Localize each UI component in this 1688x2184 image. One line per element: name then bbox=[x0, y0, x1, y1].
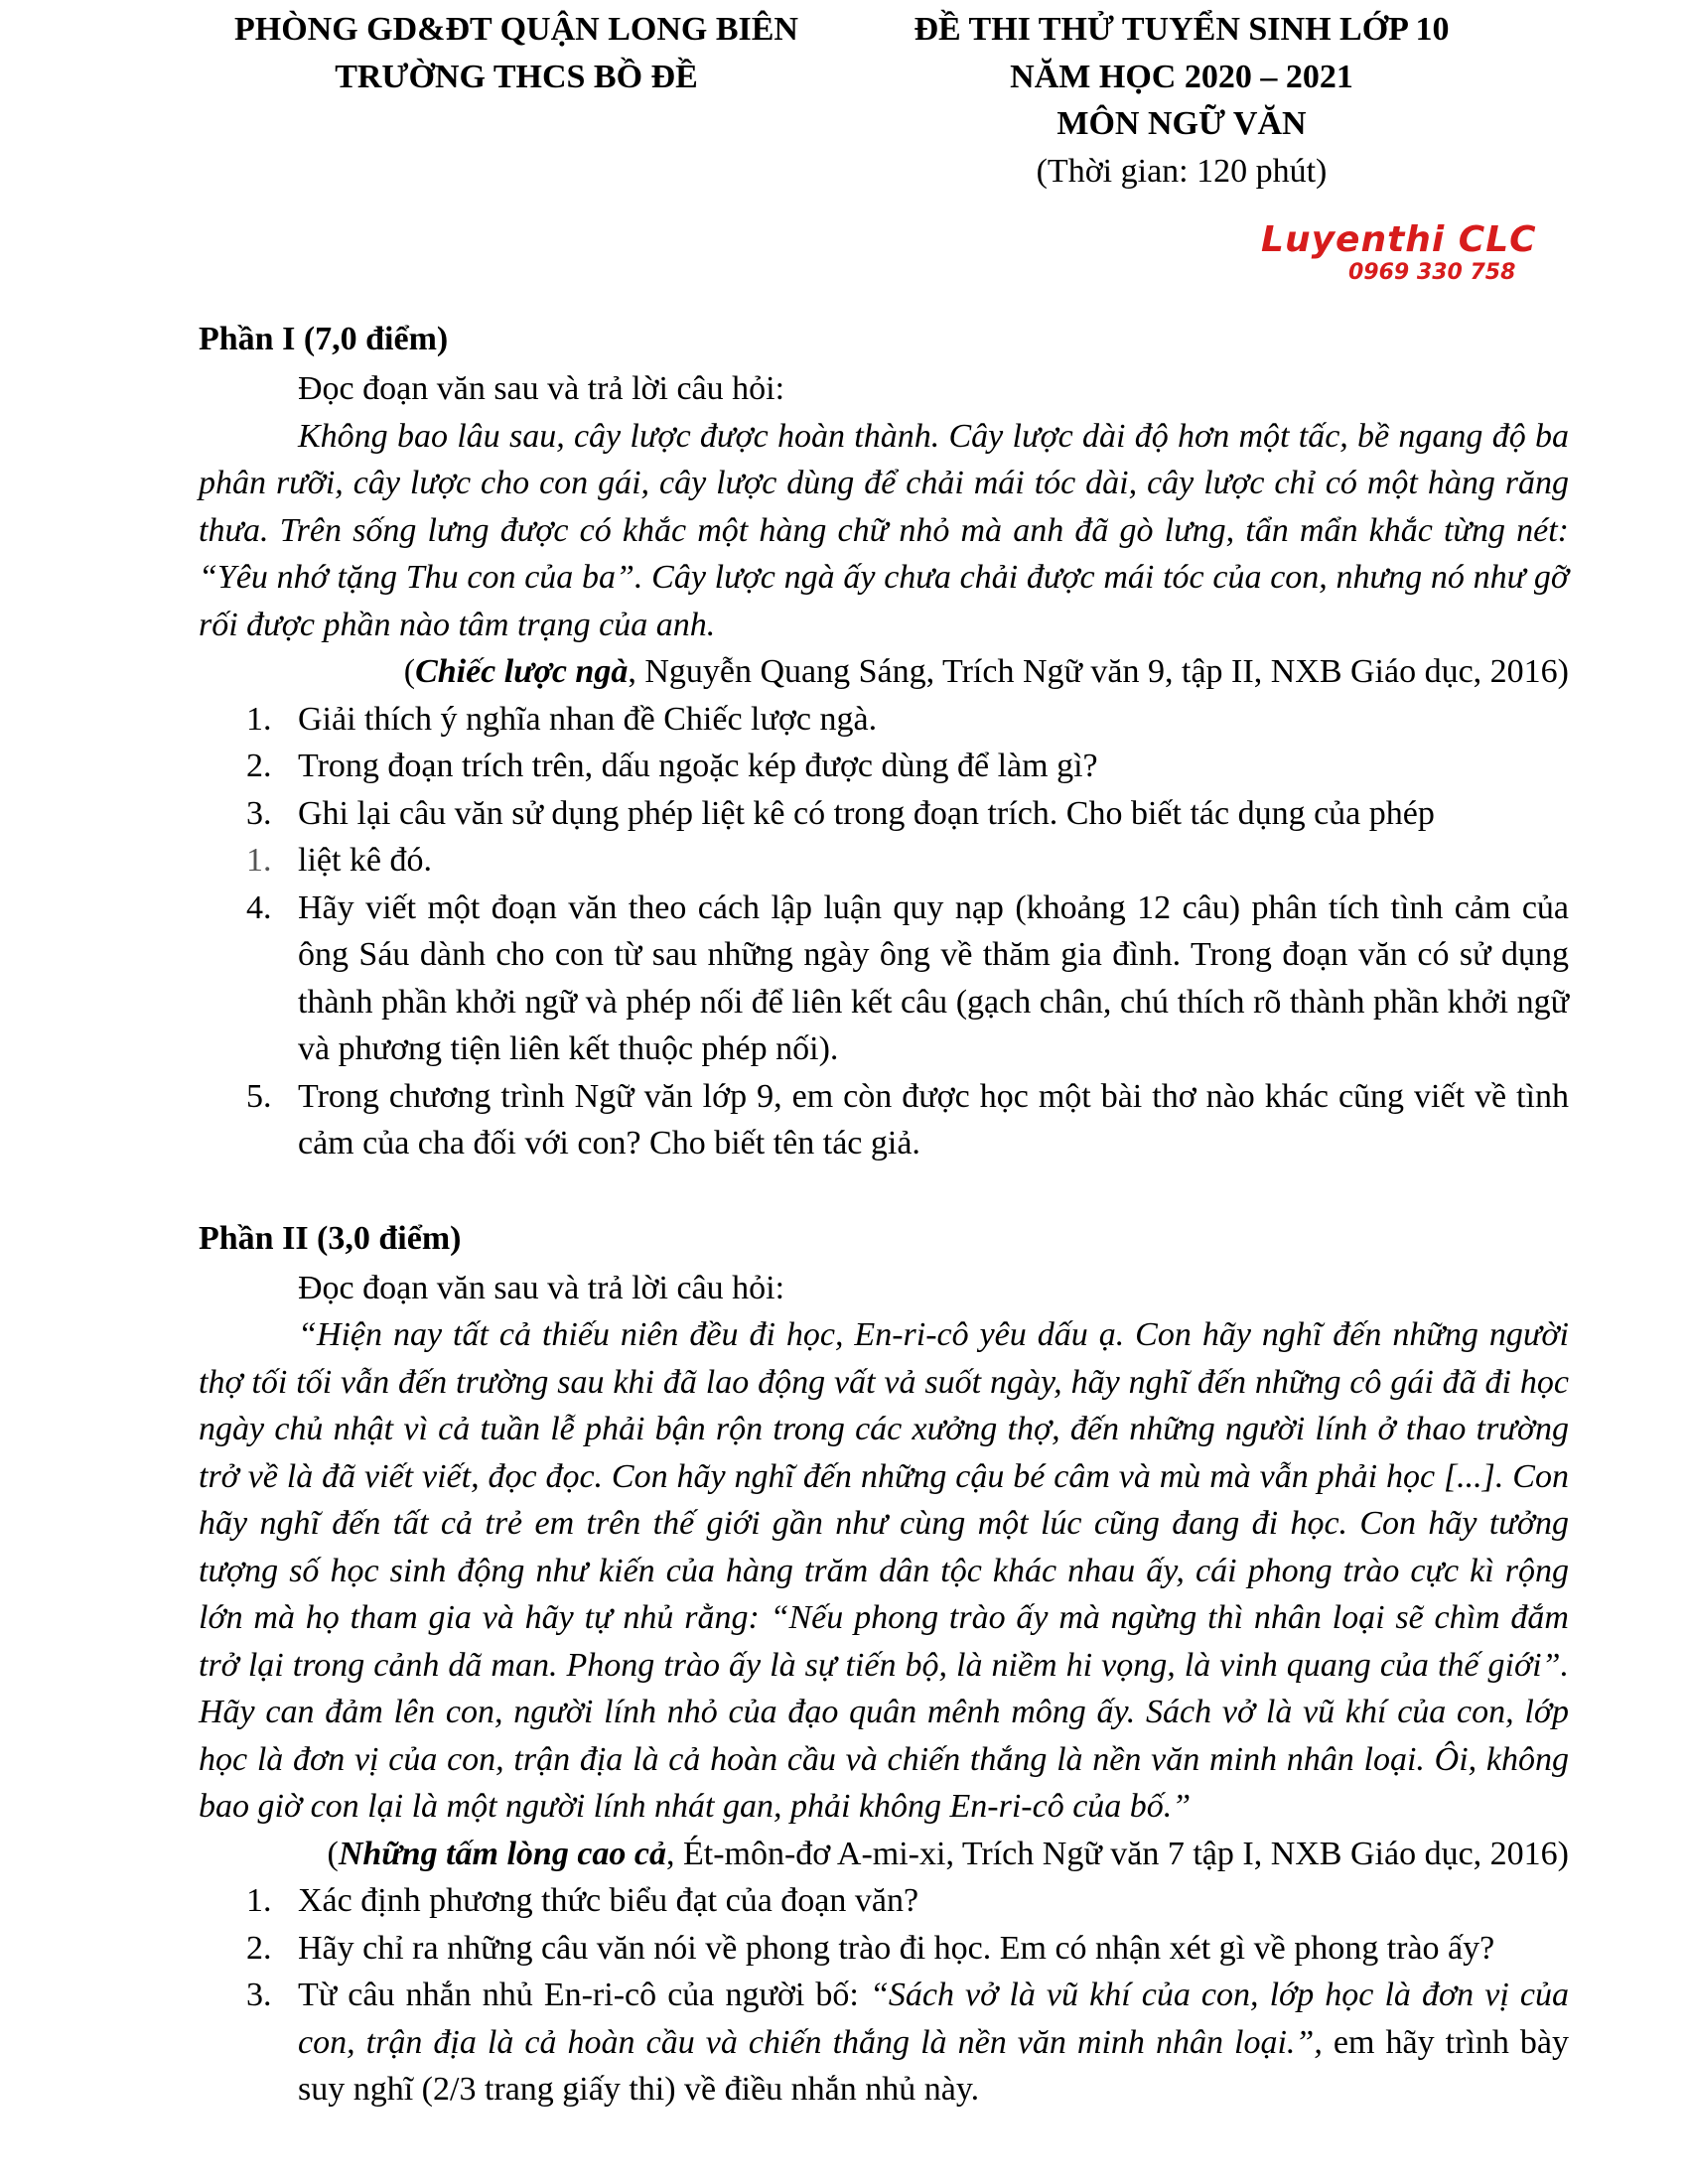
part1-title: Phần I (7,0 điểm) bbox=[199, 321, 449, 357]
school-name: TRƯỜNG THCS BỒ ĐỀ bbox=[335, 58, 698, 95]
question-text: Ghi lại câu văn sử dụng phép liệt kê có trong đoạn trích. Cho biết tác dụng của phép bbox=[298, 794, 1435, 832]
question-item bbox=[199, 885, 1569, 1073]
question-text-rest: em hãy trình bày suy nghĩ (2/3 trang giấy thi) về điều nhắn nhủ này. bbox=[298, 2023, 1569, 2108]
question-item bbox=[199, 837, 1569, 885]
question-number: 4. bbox=[246, 888, 272, 926]
logo-phone: 0969 330 758 bbox=[1348, 260, 1516, 285]
part2-passage: “Hiện nay tất cả thiếu niên đều đi học, En-ri-cô yêu dấu ạ. Con hãy nghĩ đến những người thợ tối tối vẫn đến trường sau khi đã lao động vất vả suốt ngày, hãy nghĩ đến những cô gái đã đi học ngày chủ nhật vì cả tuần lễ phải bận rộn trong các xưởng thợ, đến những người lính ở thao trường trở về là đã viết viết, đọc đọc. Con hãy nghĩ đến những cậu bé câm và mù mà vẫn phải học [...]. Con hãy nghĩ đến tất cả trẻ em trên thế giới gần như cùng một lúc cũng đang đi học. Con hãy tưởng tượng số học sinh động như kiến của hàng trăm dân tộc khác nhau ấy, cái phong trào cực kì rộng lớn mà họ tham gia và hãy tự nhủ rằng: “Nếu phong trào ấy mà ngừng thì nhân loại sẽ chìm đắm trở lại trong cảnh dã man. Phong trào ấy là sự tiến bộ, là niềm hi vọng, là vinh quang của thế giới”. Hãy can đảm lên con, người lính nhỏ của đạo quân mênh mông ấy. Sách vở là vũ khí của con, lớp học là đơn vị của con, trận địa là cả hoàn cầu và chiến thắng là nền văn minh nhân loại. Ôi, không bao giờ con lại là một người lính nhát gan, phải không En-ri-cô của bố.” bbox=[199, 1316, 1569, 1825]
part1-questions bbox=[199, 696, 1569, 1167]
question-number: 2. bbox=[246, 1929, 272, 1967]
part2-questions bbox=[199, 1877, 1569, 2114]
school-info bbox=[204, 6, 829, 100]
luyenthi-logo bbox=[1261, 220, 1579, 290]
question-number: 5. bbox=[246, 1077, 272, 1115]
question-number: 2. bbox=[246, 748, 272, 784]
question-item bbox=[199, 1972, 1569, 2114]
source-details: , Ét-môn-đơ A-mi-xi, Trích Ngữ văn 7 tập I, NXB Giáo dục, 2016) bbox=[666, 1835, 1569, 1872]
question-number: 1. bbox=[246, 700, 272, 738]
question-number: 1. bbox=[246, 842, 272, 879]
question-item bbox=[199, 1073, 1569, 1167]
source-open: ( bbox=[327, 1835, 339, 1872]
question-item bbox=[199, 743, 1569, 790]
department-name: PHÒNG GD&ĐT QUẬN LONG BIÊN bbox=[234, 11, 798, 48]
part1-source bbox=[199, 648, 1569, 696]
time-limit: (Thời gian: 120 phút) bbox=[1036, 152, 1328, 190]
question-text: Hãy viết một đoạn văn theo cách lập luận quy nạp (khoảng 12 câu) phân tích tình cảm của ông Sáu dành cho con từ sau những ngày ông về thăm gia đình. Trong đoạn văn có sử dụng thành phần khởi ngữ và phép nối để liên kết câu (gạch chân, chú thích rõ thành phần khởi ngữ và phương tiện liên kết thuộc phép nối). bbox=[298, 888, 1569, 1067]
exam-content bbox=[199, 316, 1569, 2114]
question-text: Trong chương trình Ngữ văn lớp 9, em còn được học một bài thơ nào khác cũng viết về tình cảm của cha đối với con? Cho biết tên tác giả. bbox=[298, 1077, 1569, 1161]
page-header bbox=[0, 6, 1688, 195]
part1-instruction: Đọc đoạn văn sau và trả lời câu hỏi: bbox=[298, 370, 785, 407]
question-item bbox=[199, 1925, 1569, 1973]
question-text: Giải thích ý nghĩa nhan đề Chiếc lược ngà. bbox=[298, 700, 878, 738]
part2-title: Phần II (3,0 điểm) bbox=[199, 1219, 462, 1257]
question-item bbox=[199, 790, 1569, 838]
exam-info bbox=[864, 6, 1499, 195]
logo-name: Luyenthi CLC bbox=[1261, 219, 1537, 260]
question-text: Hãy chỉ ra những câu văn nói về phong trào đi học. Em có nhận xét gì về phong trào ấy? bbox=[298, 1929, 1495, 1967]
source-details: , Nguyễn Quang Sáng, Trích Ngữ văn 9, tập II, NXB Giáo dục, 2016) bbox=[628, 653, 1569, 690]
question-text: Xác định phương thức biểu đạt của đoạn văn? bbox=[298, 1882, 919, 1919]
part1-passage: Không bao lâu sau, cây lược được hoàn thành. Cây lược dài độ hơn một tấc, bề ngang độ ba phân rưỡi, cây lược cho con gái, cây lược dùng để chải mái tóc dài, cây lược chỉ có một hàng răng thưa. Trên sống lưng được có khắc một hàng chữ nhỏ mà anh đã gò lưng, tẩn mẩn khắc từng nét: “Yêu nhớ tặng Thu con của ba”. Cây lược ngà ấy chưa chải được mái tóc của con, nhưng nó như gỡ rối được phần nào tâm trạng của anh. bbox=[199, 417, 1569, 643]
subject-name: MÔN NGỮ VĂN bbox=[1056, 105, 1307, 142]
exam-title: ĐỀ THI THỬ TUYỂN SINH LỚP 10 bbox=[914, 11, 1450, 48]
section-gap bbox=[199, 1167, 1569, 1215]
part2-source bbox=[199, 1831, 1569, 1878]
part2-instruction: Đọc đoạn văn sau và trả lời câu hỏi: bbox=[298, 1269, 785, 1306]
source-work-title: Những tấm lòng cao cả bbox=[338, 1835, 666, 1872]
question-item bbox=[199, 1877, 1569, 1925]
question-text: Trong đoạn trích trên, dấu ngoặc kép được dùng để làm gì? bbox=[298, 748, 1098, 784]
question-quote: “Sách vở là vũ khí của con, lớp học là đơn vị của con, trận địa là cả hoàn cầu và chiến thắng là nền văn minh nhân loại.”, bbox=[298, 1977, 1569, 2061]
question-text-intro: Từ câu nhắn nhủ En-ri-cô của người bố: bbox=[298, 1977, 870, 2013]
source-open: ( bbox=[403, 653, 416, 690]
source-work-title: Chiếc lược ngà bbox=[415, 653, 629, 690]
question-item bbox=[199, 696, 1569, 744]
school-year: NĂM HỌC 2020 – 2021 bbox=[1010, 58, 1353, 95]
question-number: 3. bbox=[246, 794, 272, 832]
question-number: 1. bbox=[246, 1882, 272, 1919]
question-text: liệt kê đó. bbox=[298, 842, 433, 879]
question-number: 3. bbox=[246, 1977, 272, 2013]
